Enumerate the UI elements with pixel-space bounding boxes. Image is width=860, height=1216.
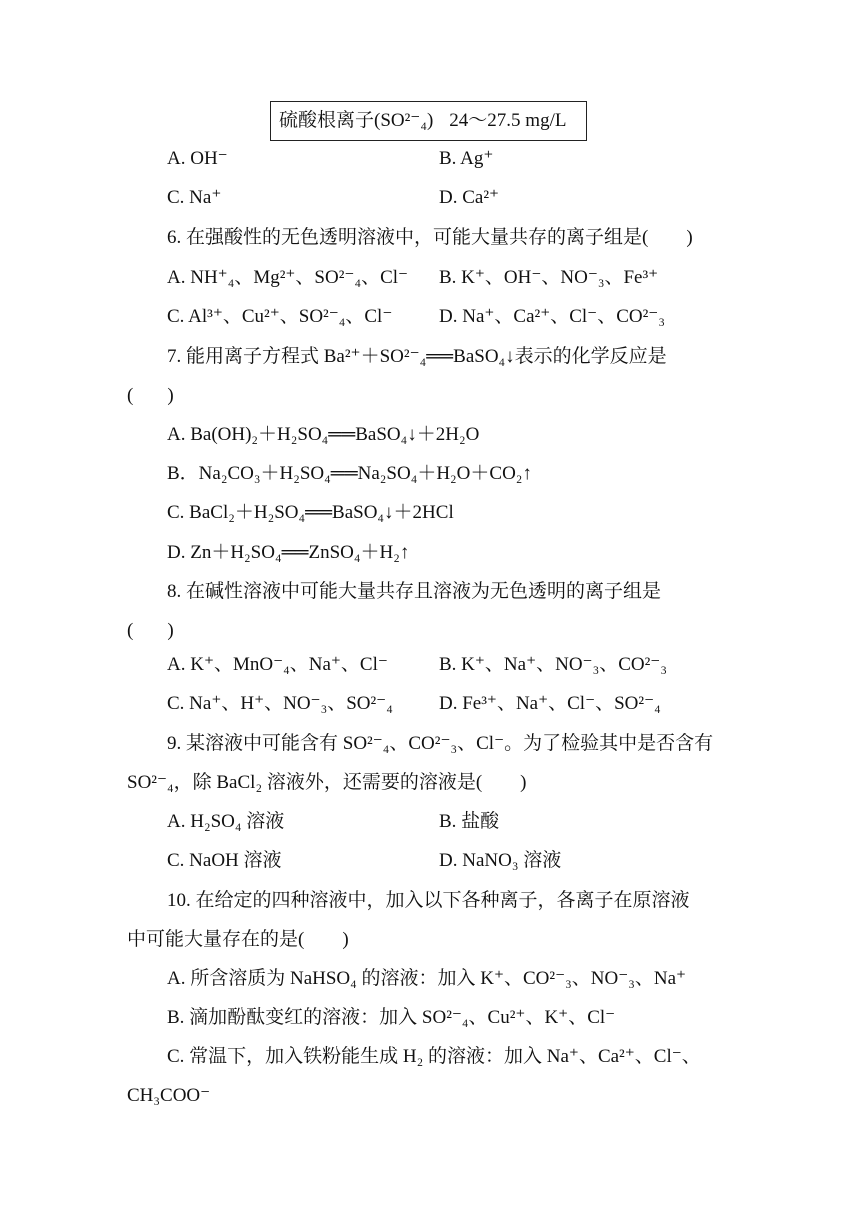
q10-option-c-line2: CH₃COO⁻ (127, 1085, 211, 1106)
q9-blank-close: ) (520, 772, 527, 793)
q7-blank-open: ( (127, 385, 134, 406)
q7-option-d: D. Zn＋H₂SO₄══ZnSO₄＋H₂↑ (167, 542, 410, 563)
q6-option-b: B. K⁺、OH⁻、NO⁻₃、Fe³⁺ (439, 267, 659, 288)
q7-blank-close: ) (167, 385, 174, 406)
q8-stem-line1: 8. 在碱性溶液中可能大量共存且溶液为无色透明的离子组是 (167, 581, 662, 602)
q8-blank-open: ( (127, 620, 134, 641)
table-row-text (279, 109, 566, 133)
q6-option-d: D. Na⁺、Ca²⁺、Cl⁻、CO²⁻₃ (439, 306, 665, 327)
q5-option-c: C. Na⁺ (167, 187, 222, 208)
ion-content-table-row (270, 101, 587, 141)
q8-stem-line2 (127, 619, 174, 643)
q10-option-a: A. 所含溶质为 NaHSO₄ 的溶液：加入 K⁺、CO²⁻₃、NO⁻₃、Na⁺ (167, 968, 687, 989)
table-row-label: 硫酸根离子(SO²⁻₄) (279, 110, 434, 131)
q9-stem-line1: 9. 某溶液中可能含有 SO²⁻₄、CO²⁻₃、Cl⁻。为了检验其中是否含有 (167, 733, 714, 754)
q6-option-a: A. NH⁺₄、Mg²⁺、SO²⁻₄、Cl⁻ (167, 267, 409, 288)
q7-option-b: B．Na₂CO₃＋H₂SO₄══Na₂SO₄＋H₂O＋CO₂↑ (167, 463, 532, 484)
q9-stem-line2-text: SO²⁻₄，除 BaCl₂ 溶液外，还需要的溶液是( (127, 772, 483, 793)
q7-option-c: C. BaCl₂＋H₂SO₄══BaSO₄↓＋2HCl (167, 502, 454, 523)
q5-option-b: B. Ag⁺ (439, 148, 494, 169)
q10-stem-line1: 10. 在给定的四种溶液中，加入以下各种离子，各离子在原溶液 (167, 890, 690, 911)
q7-stem-line2 (127, 384, 174, 408)
q6-stem-close: ) (686, 227, 693, 248)
q8-option-c: C. Na⁺、H⁺、NO⁻₃、SO²⁻₄ (167, 693, 393, 714)
q6-option-c: C. Al³⁺、Cu²⁺、SO²⁻₄、Cl⁻ (167, 306, 393, 327)
q10-option-b: B. 滴加酚酞变红的溶液：加入 SO²⁻₄、Cu²⁺、K⁺、Cl⁻ (167, 1007, 616, 1028)
q10-stem-line2-text: 中可能大量存在的是( (127, 929, 305, 950)
table-row-value: 24～27.5 mg/L (449, 110, 567, 131)
q9-option-b: B. 盐酸 (439, 811, 500, 832)
q10-option-c-line1: C. 常温下，加入铁粉能生成 H₂ 的溶液：加入 Na⁺、Ca²⁺、Cl⁻、 (167, 1046, 701, 1067)
q6-stem (167, 226, 693, 250)
q6-stem-text: 6. 在强酸性的无色透明溶液中，可能大量共存的离子组是( (167, 227, 649, 248)
q9-stem-line2 (127, 771, 526, 795)
q8-blank-close: ) (167, 620, 174, 641)
q9-option-a: A. H₂SO₄ 溶液 (167, 811, 285, 832)
q8-option-b: B. K⁺、Na⁺、NO⁻₃、CO²⁻₃ (439, 654, 667, 675)
q9-option-d: D. NaNO₃ 溶液 (439, 850, 562, 871)
q5-option-d: D. Ca²⁺ (439, 187, 500, 208)
q9-option-c: C. NaOH 溶液 (167, 850, 282, 871)
q8-option-a: A. K⁺、MnO⁻₄、Na⁺、Cl⁻ (167, 654, 388, 675)
q10-blank-close: ) (342, 929, 349, 950)
q7-option-a: A. Ba(OH)₂＋H₂SO₄══BaSO₄↓＋2H₂O (167, 424, 480, 445)
q10-stem-line2 (127, 928, 349, 952)
q8-option-d: D. Fe³⁺、Na⁺、Cl⁻、SO²⁻₄ (439, 693, 661, 714)
q5-option-a: A. OH⁻ (167, 148, 228, 169)
q7-stem-line1: 7. 能用离子方程式 Ba²⁺＋SO²⁻₄══BaSO₄↓表示的化学反应是 (167, 346, 667, 367)
